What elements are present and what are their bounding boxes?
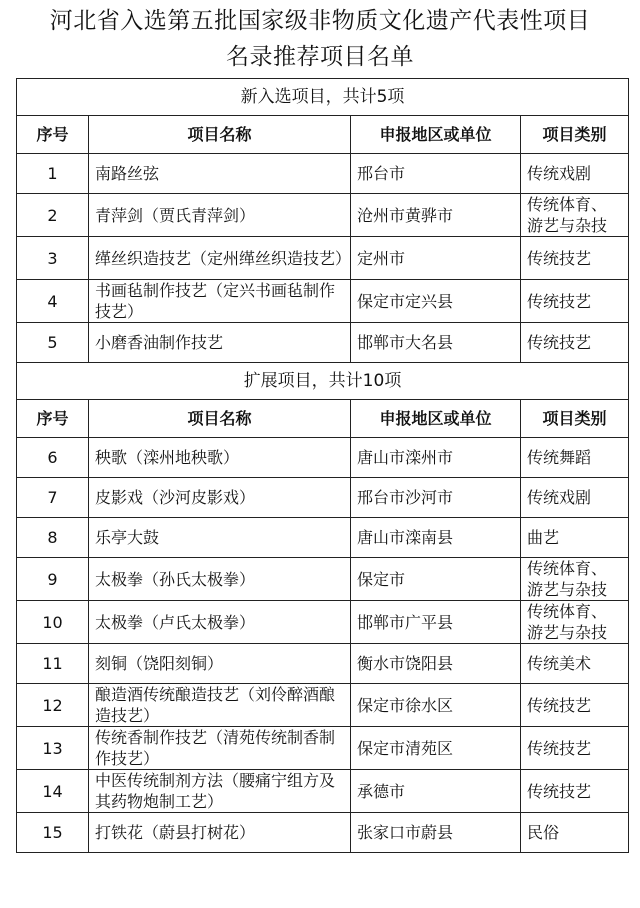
cell-area: 承德市: [351, 770, 521, 813]
table-row: [17, 154, 629, 194]
header-category: 项目类别: [521, 400, 629, 438]
cell-category: 传统体育、游艺与杂技: [521, 601, 629, 644]
table-row: [17, 518, 629, 558]
table-row: [17, 770, 629, 813]
cell-category: 民俗: [521, 813, 629, 853]
cell-area: 保定市定兴县: [351, 280, 521, 323]
cell-no: 1: [17, 154, 89, 194]
table-row: [17, 323, 629, 363]
cell-no: 14: [17, 770, 89, 813]
cell-category: 传统戏剧: [521, 154, 629, 194]
cell-name: 太极拳（孙氏太极拳）: [89, 558, 351, 601]
cell-no: 12: [17, 684, 89, 727]
table-header-row: [17, 116, 629, 154]
cell-name: 缂丝织造技艺（定州缂丝织造技艺）: [89, 237, 351, 280]
cell-no: 2: [17, 194, 89, 237]
section-new-items: [17, 79, 629, 116]
table-row: [17, 727, 629, 770]
project-table-body: [17, 79, 629, 853]
cell-category: 传统技艺: [521, 323, 629, 363]
cell-category: 传统体育、游艺与杂技: [521, 558, 629, 601]
table-row: [17, 644, 629, 684]
header-name: 项目名称: [89, 400, 351, 438]
cell-no: 11: [17, 644, 89, 684]
cell-name: 刻铜（饶阳刻铜）: [89, 644, 351, 684]
cell-name: 太极拳（卢氏太极拳）: [89, 601, 351, 644]
cell-category: 传统体育、游艺与杂技: [521, 194, 629, 237]
header-no: 序号: [17, 400, 89, 438]
table-row: [17, 237, 629, 280]
cell-no: 9: [17, 558, 89, 601]
table-row: [17, 194, 629, 237]
cell-name: 传统香制作技艺（清苑传统制香制作技艺）: [89, 727, 351, 770]
cell-area: 邯郸市大名县: [351, 323, 521, 363]
cell-no: 4: [17, 280, 89, 323]
document-title-line2: 名录推荐项目名单: [226, 44, 414, 70]
cell-area: 邢台市: [351, 154, 521, 194]
header-area: 申报地区或单位: [351, 400, 521, 438]
cell-category: 传统技艺: [521, 280, 629, 323]
cell-no: 6: [17, 438, 89, 478]
project-table: [16, 78, 629, 853]
header-no: 序号: [17, 116, 89, 154]
table-row: [17, 478, 629, 518]
cell-category: 传统技艺: [521, 684, 629, 727]
cell-area: 定州市: [351, 237, 521, 280]
cell-category: 传统技艺: [521, 237, 629, 280]
cell-area: 保定市: [351, 558, 521, 601]
section-extended-items: [17, 363, 629, 400]
header-name: 项目名称: [89, 116, 351, 154]
cell-area: 沧州市黄骅市: [351, 194, 521, 237]
cell-area: 唐山市滦南县: [351, 518, 521, 558]
cell-area: 保定市徐水区: [351, 684, 521, 727]
table-row: [17, 438, 629, 478]
cell-name: 青萍剑（贾氏青萍剑）: [89, 194, 351, 237]
cell-name: 南路丝弦: [89, 154, 351, 194]
cell-area: 张家口市蔚县: [351, 813, 521, 853]
cell-area: 保定市清苑区: [351, 727, 521, 770]
cell-no: 7: [17, 478, 89, 518]
cell-category: 传统美术: [521, 644, 629, 684]
document-title-line1: 河北省入选第五批国家级非物质文化遗产代表性项目: [49, 8, 591, 34]
cell-name: 酿造酒传统酿造技艺（刘伶醉酒酿造技艺）: [89, 684, 351, 727]
cell-name: 中医传统制剂方法（腰痛宁组方及其药物炮制工艺）: [89, 770, 351, 813]
cell-area: 衡水市饶阳县: [351, 644, 521, 684]
cell-name: 打铁花（蔚县打树花）: [89, 813, 351, 853]
cell-name: 秧歌（滦州地秧歌）: [89, 438, 351, 478]
cell-category: 传统技艺: [521, 770, 629, 813]
cell-area: 唐山市滦州市: [351, 438, 521, 478]
cell-area: 邢台市沙河市: [351, 478, 521, 518]
section-title: 新入选项目，共计5项: [17, 79, 629, 116]
cell-area: 邯郸市广平县: [351, 601, 521, 644]
table-row: [17, 601, 629, 644]
cell-name: 小磨香油制作技艺: [89, 323, 351, 363]
cell-no: 5: [17, 323, 89, 363]
table-row: [17, 280, 629, 323]
cell-name: 皮影戏（沙河皮影戏）: [89, 478, 351, 518]
cell-name: 乐亭大鼓: [89, 518, 351, 558]
cell-category: 曲艺: [521, 518, 629, 558]
table-row: [17, 558, 629, 601]
cell-name: 书画毡制作技艺（定兴书画毡制作技艺）: [89, 280, 351, 323]
section-title: 扩展项目，共计10项: [17, 363, 629, 400]
header-category: 项目类别: [521, 116, 629, 154]
cell-no: 15: [17, 813, 89, 853]
header-area: 申报地区或单位: [351, 116, 521, 154]
cell-category: 传统戏剧: [521, 478, 629, 518]
cell-no: 8: [17, 518, 89, 558]
cell-no: 13: [17, 727, 89, 770]
cell-category: 传统技艺: [521, 727, 629, 770]
table-header-row: [17, 400, 629, 438]
table-row: [17, 684, 629, 727]
table-row: [17, 813, 629, 853]
cell-category: 传统舞蹈: [521, 438, 629, 478]
cell-no: 3: [17, 237, 89, 280]
cell-no: 10: [17, 601, 89, 644]
